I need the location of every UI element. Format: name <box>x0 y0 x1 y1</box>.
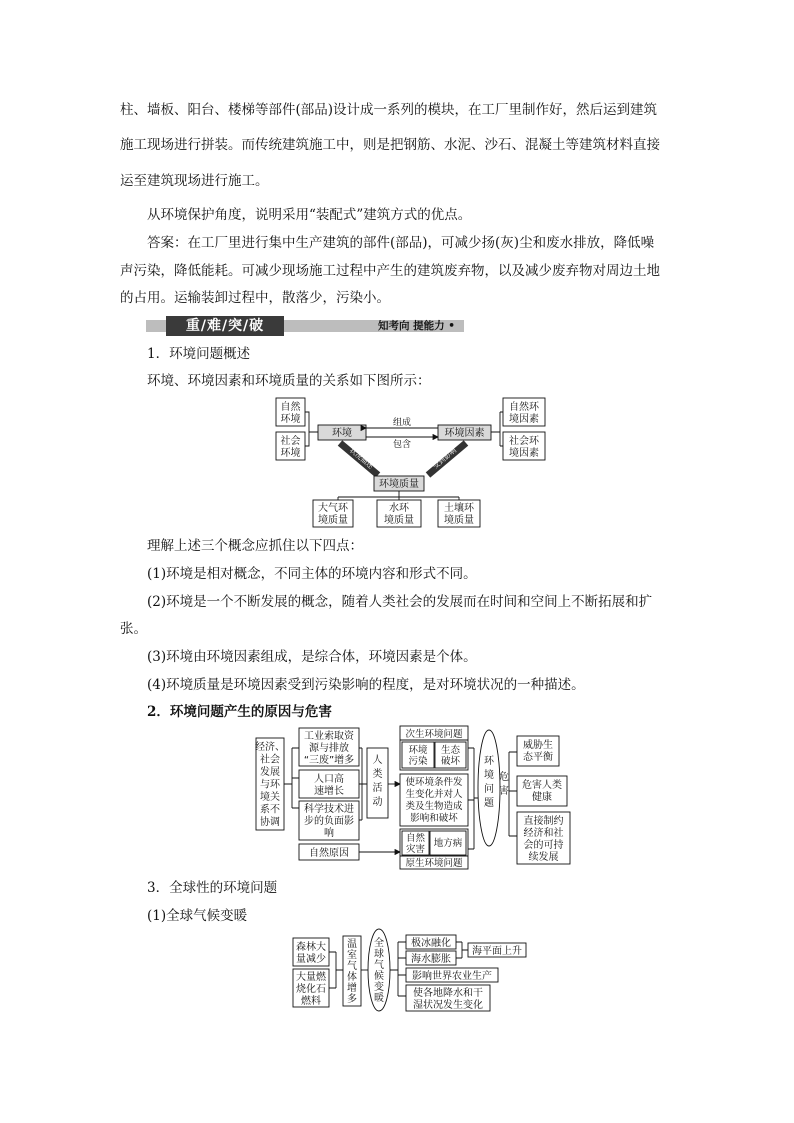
left-cause-text-line: 与环 <box>260 779 280 791</box>
svg-text:自然原因: 自然原因 <box>309 848 349 859</box>
global-warming-text-line: 气 <box>374 960 384 971</box>
cause-industry-text-line: “三废”增多 <box>303 755 355 766</box>
human-activity-text-line: 类 <box>372 769 383 780</box>
svg-text:环境: 环境 <box>280 414 301 425</box>
fossil-fuel-text-line: 烧化石 <box>296 984 326 995</box>
harm-health-text-line: 危害人类 <box>522 780 562 791</box>
svg-text:环境质量: 环境质量 <box>379 479 419 490</box>
fossil-fuel-text-line: 大量燃 <box>296 972 326 983</box>
svg-text:极冰融化: 极冰融化 <box>411 938 451 949</box>
cause-industry-text-line: 源与排放 <box>309 743 349 754</box>
svg-text:海平面上升: 海平面上升 <box>472 946 522 957</box>
section3-subheading: (1)全球气候变暖 <box>147 908 248 924</box>
effect-text-line: 影响和破坏 <box>410 813 458 824</box>
svg-text:水环: 水环 <box>389 503 409 514</box>
human-activity-text-line: 活 <box>372 783 383 794</box>
svg-text:环境: 环境 <box>332 428 352 439</box>
greenhouse-gas-text <box>347 938 357 1005</box>
svg-text:次生环境问题: 次生环境问题 <box>405 729 463 740</box>
cause-technology-text-line: 科学技术进 <box>304 804 354 815</box>
human-activity-text-line: 人 <box>372 755 383 766</box>
svg-text:大气环: 大气环 <box>318 503 348 514</box>
svg-text:状况描述: 状况描述 <box>347 446 375 471</box>
global-warming-text-line: 全 <box>374 938 384 949</box>
global-warming-text-line: 候 <box>374 971 384 982</box>
intro-paragraph-line2: 施工现场进行拼装。而传统建筑施工中，则是把钢筋、水泥、沙石、混凝土等建筑材料直接 <box>120 137 660 153</box>
answer-line2: 声污染，降低能耗。可减少现场施工过程中产生的建筑废弃物，以及减少废弃物对周边土地 <box>120 263 660 279</box>
svg-text:受到影响: 受到影响 <box>431 446 459 471</box>
greenhouse-gas-text-line: 增 <box>347 983 357 994</box>
cause-technology-text-line: 响 <box>324 828 334 839</box>
precipitation-text-line: 湿状况发生变化 <box>413 1000 483 1011</box>
fossil-fuel-text-line: 燃料 <box>301 996 321 1007</box>
pollution-text-line: 污染 <box>408 756 428 767</box>
svg-text:原生环境问题: 原生环境问题 <box>405 858 463 869</box>
harm-economy-text-line: 会的可持 <box>523 840 564 851</box>
point-2-line1: (2)环境是一个不断发展的概念，随着人类社会的发展而在时间和空间上不断拓展和扩 <box>147 594 653 610</box>
pollution-text-line: 环境 <box>408 745 428 756</box>
svg-text:境因素: 境因素 <box>509 414 539 425</box>
answer-line1: 答案：在工厂里进行集中生产建筑的部件(部品)，可减少扬(灰)尘和废水排放，降低噪 <box>147 235 655 251</box>
svg-text:境质量: 境质量 <box>318 515 348 526</box>
forest-decrease-text-line: 森林大 <box>296 942 326 953</box>
effect-text-line: 类及生物造成 <box>405 801 463 812</box>
natural-disaster-text-line: 自然 <box>405 833 426 844</box>
harm-health-text-line: 健康 <box>532 792 552 803</box>
svg-text:境质量: 境质量 <box>444 515 474 526</box>
svg-text:地方病: 地方病 <box>433 838 463 849</box>
left-cause-text-line: 社会 <box>260 754 280 766</box>
svg-text:环境因素: 环境因素 <box>444 428 485 439</box>
section1-intro: 环境、环境因素和环境质量的关系如下图所示： <box>147 373 431 389</box>
lead-text: 理解上述三个概念应抓住以下四点： <box>147 538 363 554</box>
greenhouse-gas-text-line: 温 <box>347 939 357 950</box>
harm-label-line: 害 <box>499 786 509 797</box>
svg-text:自然环: 自然环 <box>509 402 539 413</box>
greenhouse-gas-text-line: 气 <box>347 961 357 972</box>
intro-paragraph-line1: 柱、墙板、阳台、楼梯等部件(部品)设计成一系列的模块，在工厂里制作好，然后运到建筑 <box>120 102 658 118</box>
svg-text:影响世界农业生产: 影响世界农业生产 <box>412 971 492 982</box>
precipitation-text-line: 使各地降水和干 <box>413 988 483 999</box>
svg-text:社会环: 社会环 <box>509 436 539 447</box>
left-cause-text-line: 经济、 <box>255 742 285 753</box>
section1-heading: 1．环境问题概述 <box>147 346 251 362</box>
banner-subtitle: 知考向 提能力 • <box>378 320 456 332</box>
svg-text:境因素: 境因素 <box>509 448 539 459</box>
left-cause-text-line: 协调 <box>260 817 280 828</box>
effect-text-line: 生变化并对人 <box>405 789 463 800</box>
eco-damage-text-line: 生态 <box>440 745 461 756</box>
global-warming-text-line: 变 <box>374 982 384 993</box>
env-problem-text-line: 环 <box>484 756 494 767</box>
section3-heading: 3．全球性的环境问题 <box>147 880 278 896</box>
point-1: (1)环境是相对概念，不同主体的环境内容和形式不同。 <box>147 566 477 582</box>
harm-economy-text-line: 经济和社 <box>523 828 564 839</box>
harm-ecology-text-line: 态平衡 <box>523 752 553 763</box>
human-activity-text-line: 动 <box>372 797 383 808</box>
precipitation-text <box>413 986 483 1011</box>
answer-line3: 的占用。运输装卸过程中，散落少，污染小。 <box>120 290 390 306</box>
greenhouse-gas-text-line: 室 <box>347 950 357 961</box>
svg-text:自然: 自然 <box>280 402 301 413</box>
forest-decrease-text-line: 量减少 <box>296 954 326 965</box>
effect-text-line: 使环境条件发 <box>405 777 463 788</box>
intro-paragraph-line3: 运至建筑现场进行施工。 <box>120 173 269 189</box>
svg-text:境质量: 境质量 <box>384 515 414 526</box>
svg-text:包含: 包含 <box>392 440 412 450</box>
cause-industry-text-line: 工业索取资 <box>304 731 354 742</box>
natural-disaster-text-line: 灾害 <box>405 844 426 855</box>
left-cause-text-line: 境关 <box>260 792 280 803</box>
cause-population-text-line: 速增长 <box>314 786 344 797</box>
global-warming-text <box>374 936 384 1004</box>
env-problem-text-line: 境 <box>484 770 494 781</box>
point-3: (3)环境由环境因素组成，是综合体，环境因素是个体。 <box>147 649 477 665</box>
harm-economy-text-line: 续发展 <box>528 852 559 863</box>
svg-text:组成: 组成 <box>392 418 412 428</box>
svg-text:社会: 社会 <box>280 436 301 447</box>
point-4: (4)环境质量是环境因素受到污染影响的程度，是对环境状况的一种描述。 <box>147 677 585 693</box>
env-problem-text-line: 问 <box>484 784 494 795</box>
cause-technology-text-line: 步的负面影 <box>304 816 354 827</box>
svg-text:土壤环: 土壤环 <box>444 503 474 514</box>
harm-ecology-text-line: 威胁生 <box>523 740 553 751</box>
harm-economy-text-line: 直接制约 <box>523 816 564 827</box>
svg-text:海水膨胀: 海水膨胀 <box>411 954 451 965</box>
greenhouse-gas-text-line: 多 <box>347 994 357 1005</box>
left-cause-text-line: 发展 <box>260 767 280 778</box>
svg-text:环境: 环境 <box>280 448 301 459</box>
eco-damage-text-line: 破坏 <box>440 756 461 767</box>
left-cause-text-line: 系不 <box>260 804 280 816</box>
forest-decrease-text <box>296 940 326 965</box>
greenhouse-gas-text-line: 体 <box>347 972 357 983</box>
question-text: 从环境保护角度，说明采用“装配式”建筑方式的优点。 <box>147 207 472 223</box>
cause-population-text-line: 人口高 <box>314 774 344 785</box>
point-2-line2: 张。 <box>120 621 147 637</box>
global-warming-text-line: 球 <box>374 949 384 960</box>
harm-label-line: 危 <box>499 772 509 783</box>
section2-heading: 2．环境问题产生的原因与危害 <box>147 704 332 720</box>
env-problem-text-line: 题 <box>484 798 494 809</box>
global-warming-text-line: 暖 <box>374 993 384 1004</box>
banner-title: 重/难/突/破 <box>166 316 284 336</box>
